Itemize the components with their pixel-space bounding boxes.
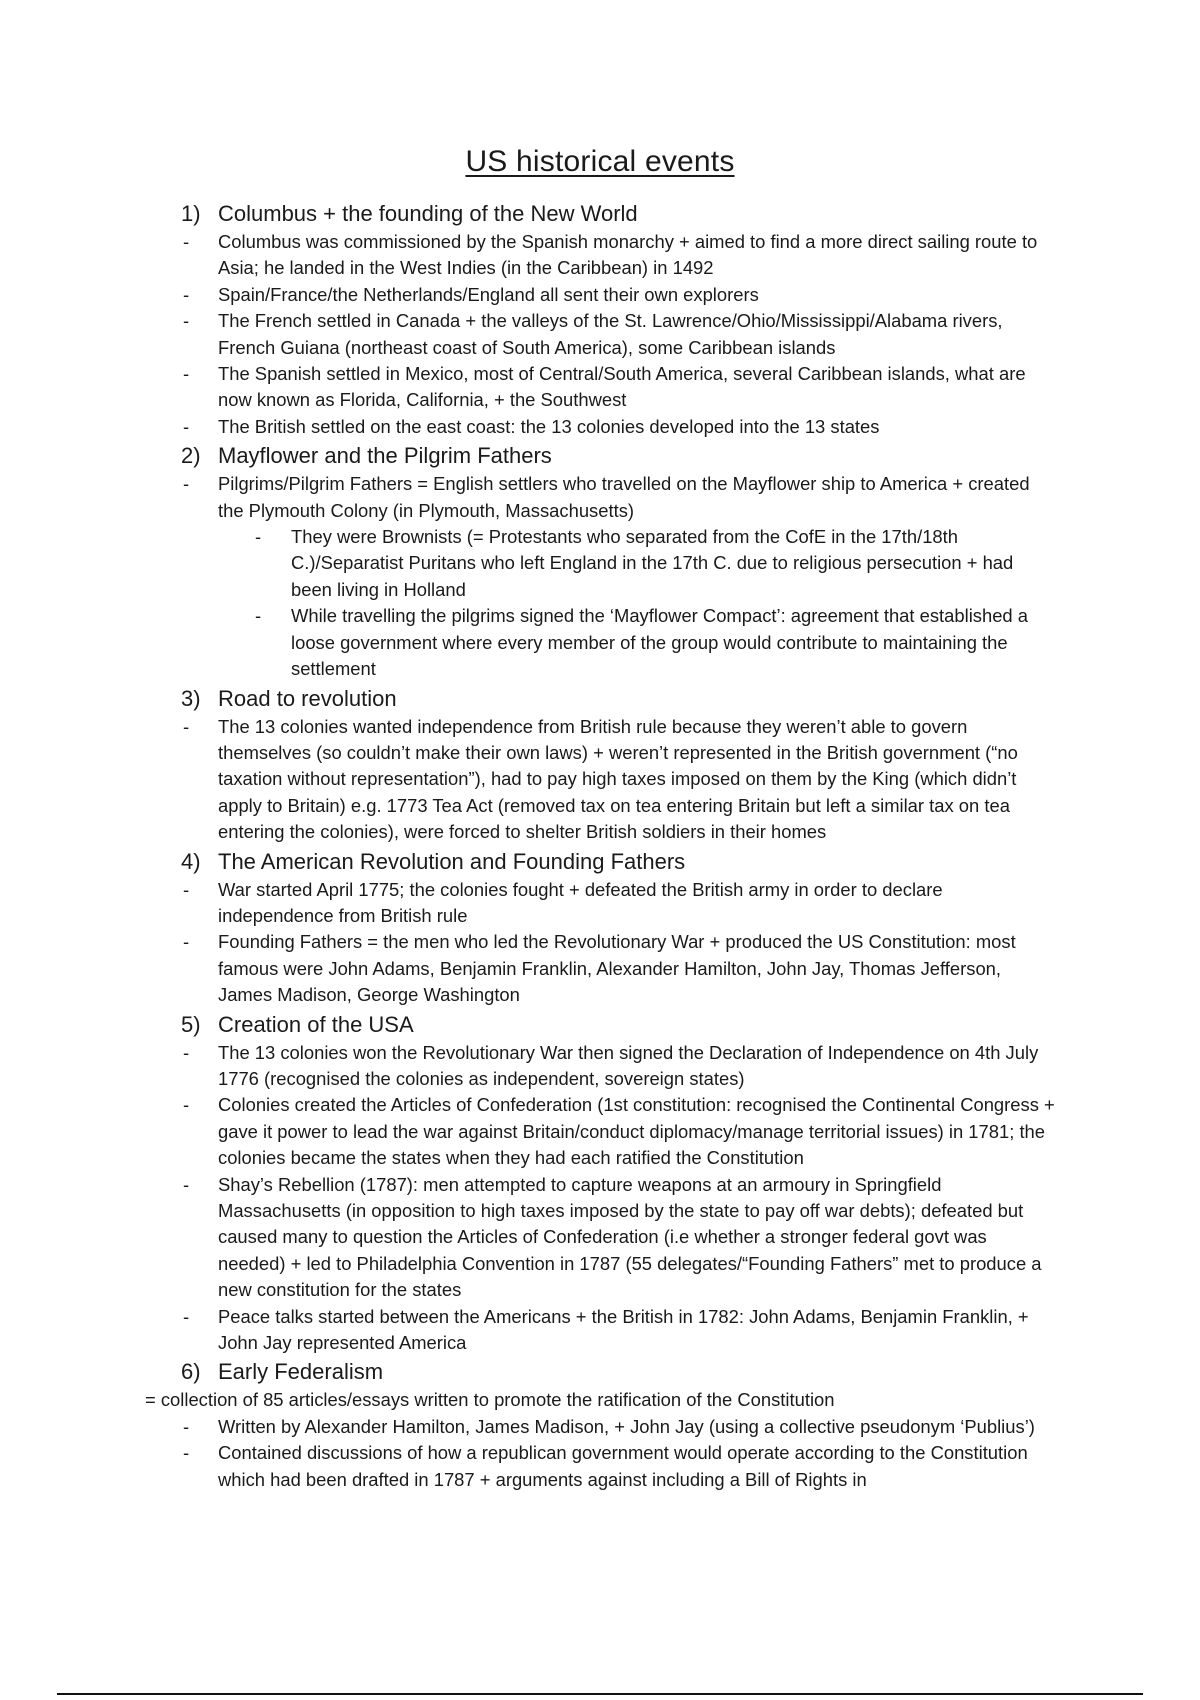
bullet-item [0,1040,1058,1093]
sub-bullet-item [0,603,1051,682]
bullet-item [0,229,1058,282]
bullet-item [0,1440,1058,1493]
bullet-item [0,414,1058,440]
dash-marker: - [183,415,190,437]
dash-marker: - [183,1442,190,1464]
dash-marker: - [183,231,190,252]
section-number: 4) [181,848,201,874]
dash-marker: - [183,473,190,495]
section-number: 2) [181,443,201,469]
sub-bullet-text: They were Brownists (= Protestants who separated from the CofE in the 17th/18th C.)/Separatist Puritans who left England in the 17th C. due to religious persecution + had been living in Holland [291,526,1014,600]
section-heading-text: Early Federalism [218,1359,384,1385]
bullet-item [0,1304,1058,1357]
section-number: 5) [181,1011,201,1037]
dash-marker: - [183,931,190,953]
bullet-text: Contained discussions of how a republican government would operate according to the Constitution which had been drafted in 1787 + arguments against including a Bill of Rights in [218,1442,1028,1490]
dash-marker: - [183,1173,190,1195]
section-heading-text: Road to revolution [218,685,397,711]
section-heading-text: The American Revolution and Founding Fathers [218,848,686,874]
bullet-item [0,361,1058,414]
section-6 [0,1357,1200,1493]
page-title: US historical events [465,145,735,178]
bullet-item [0,1172,1058,1304]
dash-marker: - [183,1415,190,1437]
dash-marker: - [183,1041,190,1063]
bullet-text: Shay’s Rebellion (1787): men attempted to capture weapons at an armoury in Springfield Massachusetts (in opposition to high taxes imposed by the state to pay off war debts); defeated but caused many to question the Articles of Confederation (i.e whether a stronger federal govt was needed) + led to Philadelphia Convention in 1787 (55 delegates/“Founding Fathers” met to produce a new constitution for the states [218,1173,1042,1301]
section-heading [0,199,1200,229]
bullet-text: The Spanish settled in Mexico, most of Central/South America, several Caribbean islands, what are now known as Florida, California, + the Southwest [218,363,1026,411]
section-3 [0,684,1200,846]
section-heading [0,847,1200,877]
section-1 [0,199,1200,440]
section-heading [0,1010,1200,1040]
bullet-item [0,471,1058,524]
bullet-item [0,929,1058,1008]
dash-marker: - [183,363,190,385]
bullet-item [0,1092,1058,1171]
dash-marker: - [255,605,262,627]
section-intro: = collection of 85 articles/essays written to promote the ratification of the Constitution [145,1389,835,1411]
bullet-item [0,1414,1058,1440]
section-heading-text: Mayflower and the Pilgrim Fathers [218,443,552,469]
sub-bullet-item [0,524,1051,603]
section-number: 6) [181,1359,201,1385]
dash-marker: - [255,526,262,548]
bullet-text: Written by Alexander Hamilton, James Madison, + John Jay (using a collective pseudonym ‘Publius’) [218,1415,1035,1437]
section-heading [0,684,1200,714]
bullet-text: Pilgrims/Pilgrim Fathers = English settlers who travelled on the Mayflower ship to America + created the Plymouth Colony (in Plymouth, Massachusetts) [218,473,1030,521]
dash-marker: - [183,1305,190,1327]
bullet-text: The British settled on the east coast: the 13 colonies developed into the 13 states [218,415,880,437]
footer-rule [57,1693,1143,1695]
section-2 [0,441,1200,682]
bullet-text: The French settled in Canada + the valleys of the St. Lawrence/Ohio/Mississippi/Alabama rivers, French Guiana (northeast coast of South America), some Caribbean islands [218,310,1003,358]
dash-marker: - [183,310,190,332]
section-number: 3) [181,685,201,711]
dash-marker: - [183,715,190,737]
section-heading-text: Columbus + the founding of the New World [218,201,638,226]
bullet-text: The 13 colonies won the Revolutionary War then signed the Declaration of Independence on 4th July 1776 (recognised the colonies as independent, sovereign states) [218,1041,1039,1089]
document-body [0,198,1200,1493]
section-4 [0,847,1200,1009]
section-heading [0,1357,1200,1387]
bullet-text: Spain/France/the Netherlands/England all sent their own explorers [218,283,759,305]
bullet-text: Founding Fathers = the men who led the Revolutionary War + produced the US Constitution: most famous were John Adams, Benjamin Franklin, Alexander Hamilton, John Jay, Thomas Jefferson, James Madison, George Washington [218,931,1016,1006]
section-heading [0,441,1200,471]
bullet-item [0,282,1058,308]
section-number: 1) [181,201,201,226]
dash-marker: - [183,878,190,900]
section-heading-text: Creation of the USA [218,1011,414,1037]
dash-marker: - [183,283,190,305]
bullet-text: Peace talks started between the Americans + the British in 1782: John Adams, Benjamin Franklin, + John Jay represented America [218,1305,1029,1354]
section-5 [0,1010,1200,1357]
bullet-item [0,308,1058,361]
bullet-item [0,714,1058,846]
bullet-text: The 13 colonies wanted independence from British rule because they weren’t able to govern themselves (so couldn’t make their own laws) + weren’t represented in the British government (“no taxation without representation”), had to pay high taxes imposed on them by the King (which didn’t apply to Britain) e.g. 1773 Tea Act (removed tax on tea entering Britain but left a similar tax on tea entering the colonies), were forced to shelter British soldiers in their homes [218,715,1018,843]
sub-bullet-text: While travelling the pilgrims signed the ‘Mayflower Compact’: agreement that established a loose government where every member of the group would contribute to maintaining the settlement [291,605,1028,680]
bullet-item [0,877,1058,930]
bullet-text: War started April 1775; the colonies fought + defeated the British army in order to declare independence from British rule [218,878,943,926]
bullet-text: Colonies created the Articles of Confederation (1st constitution: recognised the Continental Congress + gave it power to lead the war against Britain/conduct diplomacy/manage territorial issues) in 1781; the colonies became the states when they had each ratified the Constitution [218,1094,1055,1169]
bullet-text: Columbus was commissioned by the Spanish monarchy + aimed to find a more direct sailing route to Asia; he landed in the West Indies (in the Caribbean) in 1492 [218,231,1038,279]
dash-marker: - [183,1094,190,1116]
